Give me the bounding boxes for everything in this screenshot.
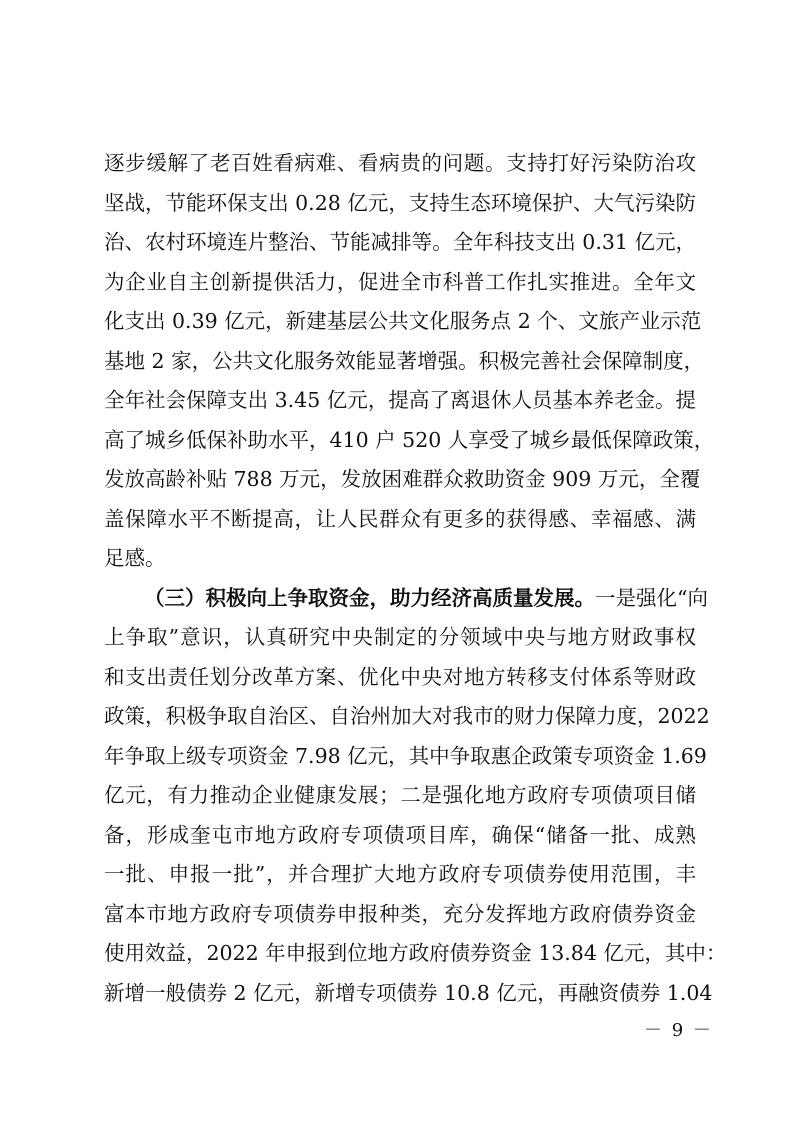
text-line: 上争取”意识，认真研究中央制定的分领域中央与地方财政事权	[104, 625, 696, 649]
text-line: 逐步缓解了老百姓看病难、看病贵的问题。支持打好污染防治攻	[104, 151, 696, 175]
paragraph-social-spending	[104, 144, 715, 579]
section-heading: （三）积极向上争取资金，助力经济高质量发展。	[144, 585, 595, 610]
text-line: 发放高龄补贴 788 万元，发放困难群众救助资金 909 万元，全覆	[104, 467, 701, 491]
text-line: 为企业自主创新提供活力，促进全市科普工作扎实推进。全年文	[104, 269, 696, 294]
text-line: 一批、申报一批”，并合理扩大地方政府专项债券使用范围，丰	[104, 862, 696, 886]
text-line: 治、农村环境连片整治、节能减排等。全年科技支出 0.31 亿元，	[104, 230, 696, 254]
paragraph-section-three	[104, 579, 727, 1014]
text-line: 化支出 0.39 亿元，新建基层公共文化服务点 2 个、文旅产业示范	[104, 309, 702, 333]
text-line: 基地 2 家，公共文化服务效能显著增强。积极完善社会保障制度，	[104, 348, 705, 373]
text-line: 亿元，有力推动企业健康发展；二是强化地方政府专项债项目储	[104, 783, 696, 807]
text-line: 备，形成奎屯市地方政府专项债项目库，确保“储备一批、成熟	[104, 822, 696, 847]
text-line: 富本市地方政府专项债券申报种类，充分发挥地方政府债券资金	[104, 901, 696, 926]
text-line: 和支出责任划分改革方案、优化中央对地方转移支付体系等财政	[104, 664, 696, 689]
section-heading-line-rest: 一是强化“向	[595, 585, 708, 610]
text-line: 使用效益，2022 年申报到位地方政府债券资金 13.84 亿元，其中：	[104, 941, 727, 965]
page-number: － 9 －	[644, 1020, 713, 1041]
text-line: 足感。	[104, 546, 166, 570]
section-heading-line	[104, 579, 708, 619]
text-line: 政策，积极争取自治区、自治州加大对我市的财力保障力度，2022	[104, 704, 710, 728]
text-line: 高了城乡低保补助水平，410 户 520 人享受了城乡最低保障政策，	[104, 427, 715, 452]
text-line: 盖保障水平不断提高，让人民群众有更多的获得感、幸福感、满	[104, 506, 696, 531]
text-line: 全年社会保障支出 3.45 亿元，提高了离退休人员基本养老金。提	[104, 388, 696, 412]
text-line: 年争取上级专项资金 7.98 亿元，其中争取惠企政策专项资金 1.69	[104, 743, 707, 768]
text-line: 坚战，节能环保支出 0.28 亿元，支持生态环境保护、大气污染防	[104, 190, 696, 215]
text-line: 新增一般债券 2 亿元，新增专项债券 10.8 亿元，再融资债券 1.04	[104, 980, 713, 1005]
